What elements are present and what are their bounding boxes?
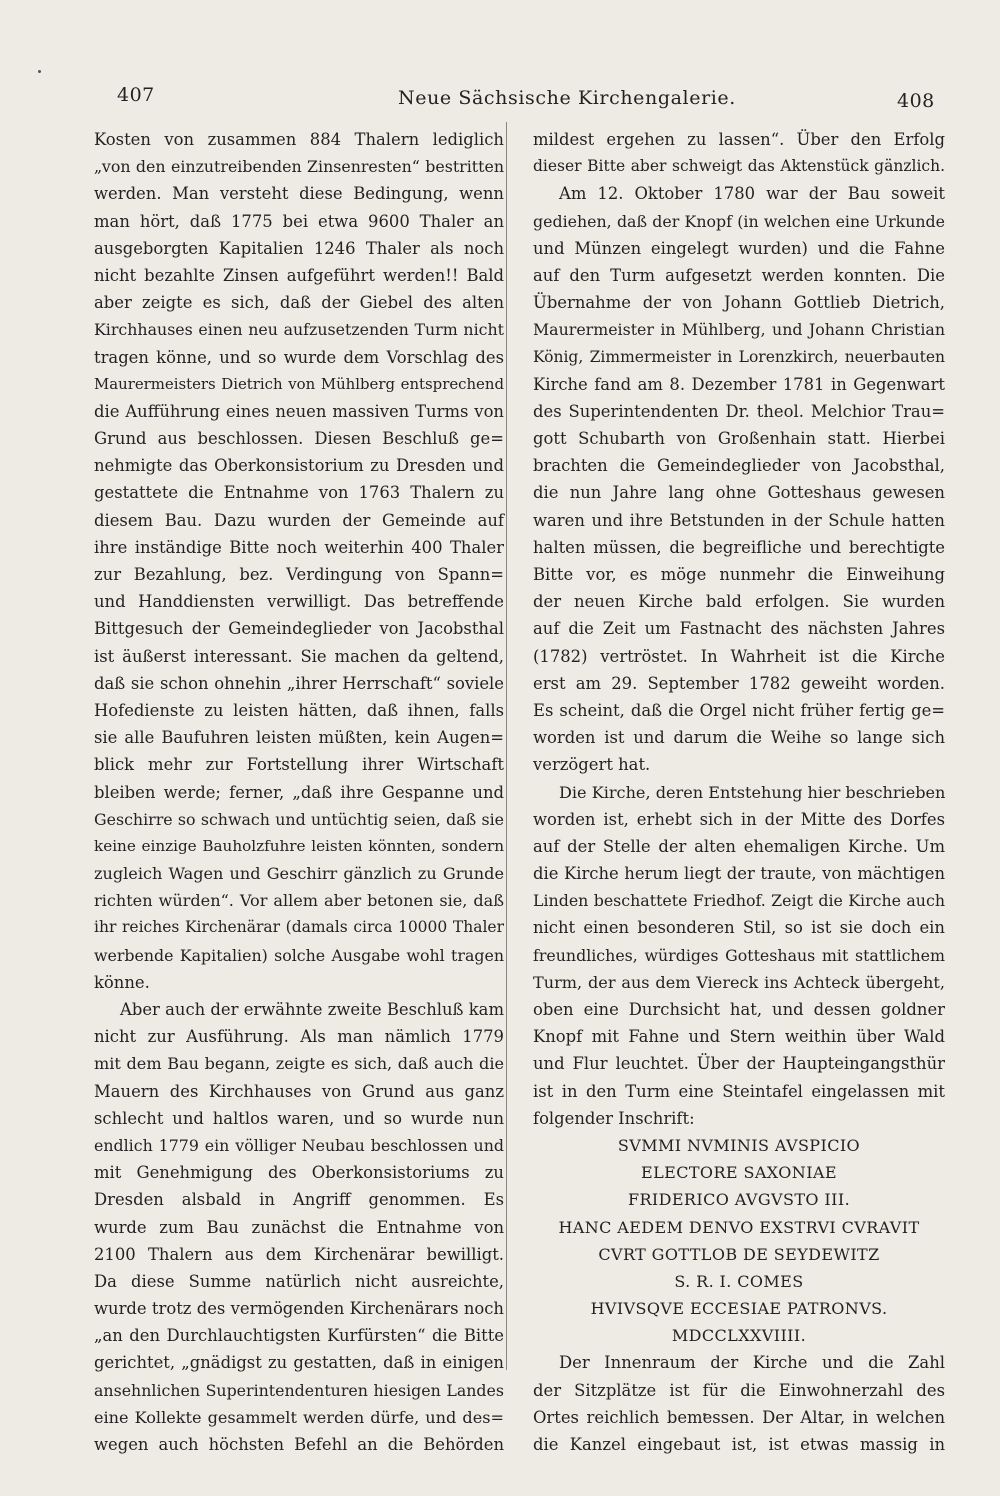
text-line: ihre inständige Bitte noch weiterhin 400 Thaler (94, 537, 504, 557)
text-line: die Kirche herum liegt der traute, von mächtigen (533, 864, 945, 884)
text-line: Am 12. Oktober 1780 war der Bau soweit (559, 184, 945, 204)
inscription-line: S. R. I. COMES (674, 1271, 804, 1291)
text-line: Turm, der aus dem Viereck ins Achteck übergeht, (533, 972, 945, 992)
text-line: gerichtet, „gnädigst zu gestatten, daß in einigen (94, 1353, 504, 1373)
text-line: diesem Bau. Dazu wurden der Gemeinde auf (94, 510, 504, 530)
inscription-line: MDCCLXXVIIII. (671, 1326, 807, 1346)
right-text-column (533, 126, 945, 1458)
text-line: schlecht und haltlos waren, und so wurde nun (94, 1108, 504, 1128)
text-line: „von den einzutreibenden Zinsenresten“ bestritten (94, 157, 504, 177)
text-line: Es scheint, daß die Orgel nicht früher fertig ge= (533, 700, 945, 720)
text-line: „an den Durchlauchtigsten Kurfürsten“ die Bitte (94, 1326, 504, 1346)
right-column-paragraphs (533, 126, 945, 1132)
text-line: und Münzen eingelegt wurden) und die Fahne (533, 238, 945, 258)
text-line: auf der Stelle der alten ehemaligen Kirche. Um (533, 836, 945, 856)
text-line: blick mehr zur Fortstellung ihrer Wirtschaft (94, 755, 504, 775)
text-line: des Superintendenten Dr. theol. Melchior Trau= (533, 401, 945, 421)
page-header (0, 0, 1000, 120)
text-line: Übernahme der von Johann Gottlieb Dietrich, (533, 293, 945, 313)
text-line: der neuen Kirche bald erfolgen. Sie wurden (533, 592, 945, 612)
left-text-column (94, 126, 504, 1458)
text-line: man hört, daß 1775 bei etwa 9600 Thaler an (94, 211, 504, 231)
text-line: Maurermeister in Mühlberg, und Johann Christian (533, 320, 945, 340)
text-line: eine Kollekte gesammelt werden dürfe, und des= (94, 1407, 504, 1427)
text-line: zugleich Wagen und Geschirr gänzlich zu Grunde (94, 864, 504, 884)
text-line: daß sie schon ohnehin „ihrer Herrschaft“ soviele (94, 673, 504, 693)
text-line: Die Kirche, deren Entstehung hier beschrieben (559, 782, 946, 802)
text-line: und Handdiensten verwilligt. Das betreffende (94, 592, 504, 612)
text-line: folgender Inschrift: (533, 1108, 695, 1128)
text-line: gestattete die Entnahme von 1763 Thalern zu (94, 483, 504, 503)
text-line: auf den Turm aufgesetzt werden konnten. Die (533, 265, 945, 285)
text-line: Geschirre so schwach und untüchtig seien, daß sie (94, 809, 504, 829)
text-line: bleiben werde; ferner, „daß ihre Gespanne und (94, 782, 504, 802)
text-line: ansehnlichen Superintendenturen hiesigen Landes (94, 1380, 504, 1400)
text-line: verzögert hat. (533, 755, 651, 775)
text-line: Kirche fand am 8. Dezember 1781 in Gegenwart (533, 374, 945, 394)
text-line: tragen könne, und so wurde dem Vorschlag des (94, 347, 504, 367)
inscription-line: HANC AEDEM DENVO EXSTRVI CVRAVIT (558, 1217, 920, 1237)
text-line: wegen auch höchsten Befehl an die Behörden (94, 1435, 504, 1454)
text-line: gott Schubarth von Großenhain statt. Hierbei (533, 429, 945, 449)
text-line: mit Genehmigung des Oberkonsistoriums zu (94, 1163, 504, 1183)
text-line: wurde trotz des vermögenden Kirchenärars noch (94, 1299, 504, 1319)
text-line: Der Innenraum der Kirche und die Zahl (559, 1353, 945, 1373)
inscription-line: SVMMI NVMINIS AVSPICIO (617, 1135, 861, 1155)
text-line: Kosten von zusammen 884 Thalern lediglich (94, 130, 504, 149)
text-line: auf die Zeit um Fastnacht des nächsten Jahres (533, 619, 945, 639)
text-line: und Flur leuchtet. Über der Haupteingangsthür (533, 1054, 945, 1074)
text-line: Dresden alsbald in Angriff genommen. Es (94, 1190, 504, 1210)
text-line: dieser Bitte aber schweigt das Aktenstück gänzlich. (533, 157, 945, 176)
text-line: Linden beschattete Friedhof. Zeigt die Kirche auch (533, 891, 945, 911)
stone-tablet-inscription (533, 1132, 945, 1350)
text-line: Knopf mit Fahne und Stern weithin über Wald (533, 1027, 945, 1047)
text-line: ihr reiches Kirchenärar (damals circa 10000 Thaler (94, 918, 504, 937)
text-line: ausgeborgten Kapitalien 1246 Thaler als noch (94, 238, 504, 258)
text-line: Bitte vor, es möge nunmehr die Einweihung (533, 565, 945, 584)
running-title: Neue Sächsische Kirchengalerie. (398, 87, 736, 109)
inscription-line: FRIDERICO AVGVSTO III. (627, 1190, 851, 1210)
margin-speck (38, 70, 41, 73)
text-line: keine einzige Bauholzfuhre leisten könnten, sondern (94, 836, 504, 855)
text-line: zur Bezahlung, bez. Verdingung von Spann= (94, 565, 504, 584)
text-line: endlich 1779 ein völliger Neubau beschlossen und (94, 1135, 504, 1155)
page-number-left: 407 (117, 84, 155, 106)
text-line: erst am 29. September 1782 geweiht worden. (533, 673, 945, 693)
text-line: (1782) vertröstet. In Wahrheit ist die Kirche (533, 646, 945, 666)
text-line: werden. Man versteht diese Bedingung, wenn (94, 184, 504, 204)
page-number-right: 408 (897, 90, 935, 112)
inscription-line: CVRT GOTTLOB DE SEYDEWITZ (598, 1244, 880, 1264)
column-divider (506, 122, 507, 1370)
text-line: Mauern des Kirchhauses von Grund aus ganz (94, 1081, 504, 1101)
text-line: Kirchhauses einen neu aufzusetzenden Turm nicht (94, 320, 504, 340)
text-line: worden ist und darum die Weihe so lange sich (533, 728, 945, 748)
inscription-line: HVIVSQVE ECCESIAE PATRONVS. (590, 1299, 888, 1319)
text-line: Aber auch der erwähnte zweite Beschluß kam (120, 1000, 504, 1019)
text-line: ist in den Turm eine Steintafel eingelassen mit (533, 1081, 945, 1101)
text-line: Da diese Summe natürlich nicht ausreichte, (94, 1271, 504, 1291)
text-line: gediehen, daß der Knopf (in welchen eine Urkunde (533, 211, 945, 231)
text-line: waren und ihre Betstunden in der Schule hatten (533, 510, 945, 530)
text-line: Maurermeisters Dietrich von Mühlberg entsprechend (94, 374, 504, 393)
text-line: Bittgesuch der Gemeindeglieder von Jacobsthal (94, 619, 504, 639)
text-line: Grund aus beschlossen. Diesen Beschluß ge= (94, 429, 504, 449)
text-line: Hofedienste zu leisten hätten, daß ihnen, falls (94, 700, 504, 720)
text-line: nicht zur Ausführung. Als man nämlich 1779 (94, 1027, 504, 1047)
text-line: der Sitzplätze ist für die Einwohnerzahl des (533, 1380, 945, 1400)
text-line: mildest ergehen zu lassen“. Über den Erfolg (533, 130, 945, 149)
text-line: richten würden“. Vor allem aber betonen sie, daß (94, 891, 504, 911)
text-line: werbende Kapitalien) solche Ausgabe wohl tragen (94, 945, 504, 965)
text-line: Ortes reichlich bemessen. Der Altar, in welchen (533, 1407, 945, 1427)
right-column-closing-paragraph (533, 1349, 945, 1458)
text-line: aber zeigte es sich, daß der Giebel des alten (94, 293, 504, 313)
text-line: oben eine Durchsicht hat, und dessen goldner (533, 1000, 945, 1019)
text-line: ist äußerst interessant. Sie machen da geltend, (94, 646, 504, 666)
text-line: könne. (94, 972, 150, 992)
inscription-line: ELECTORE SAXONIAE (641, 1163, 837, 1183)
text-line: sie alle Baufuhren leisten müßten, kein Augen= (94, 728, 504, 748)
text-line: König, Zimmermeister in Lorenzkirch, neuerbauten (533, 347, 945, 366)
text-line: nicht bezahlte Zinsen aufgeführt werden!! Bald (94, 265, 504, 285)
text-line: brachten die Gemeindeglieder von Jacobsthal, (533, 456, 945, 476)
text-line: freundliches, würdiges Gotteshaus mit stattlichem (533, 945, 945, 965)
text-line: die Kanzel eingebaut ist, ist etwas massig in (533, 1435, 945, 1454)
text-line: halten müssen, die begreifliche und berechtigte (533, 537, 945, 557)
text-line: 2100 Thalern aus dem Kirchenärar bewilligt. (94, 1244, 504, 1264)
text-line: worden ist, erhebt sich in der Mitte des Dorfes (533, 809, 945, 829)
text-line: nehmigte das Oberkonsistorium zu Dresden und (94, 456, 504, 476)
text-line: mit dem Bau begann, zeigte es sich, daß auch die (94, 1054, 504, 1074)
text-line: die Aufführung eines neuen massiven Turms von (94, 401, 504, 421)
text-line: wurde zum Bau zunächst die Entnahme von (94, 1217, 504, 1237)
text-line: nicht einen besonderen Stil, so ist sie doch ein (533, 918, 945, 938)
text-line: die nun Jahre lang ohne Gotteshaus gewesen (533, 483, 945, 503)
